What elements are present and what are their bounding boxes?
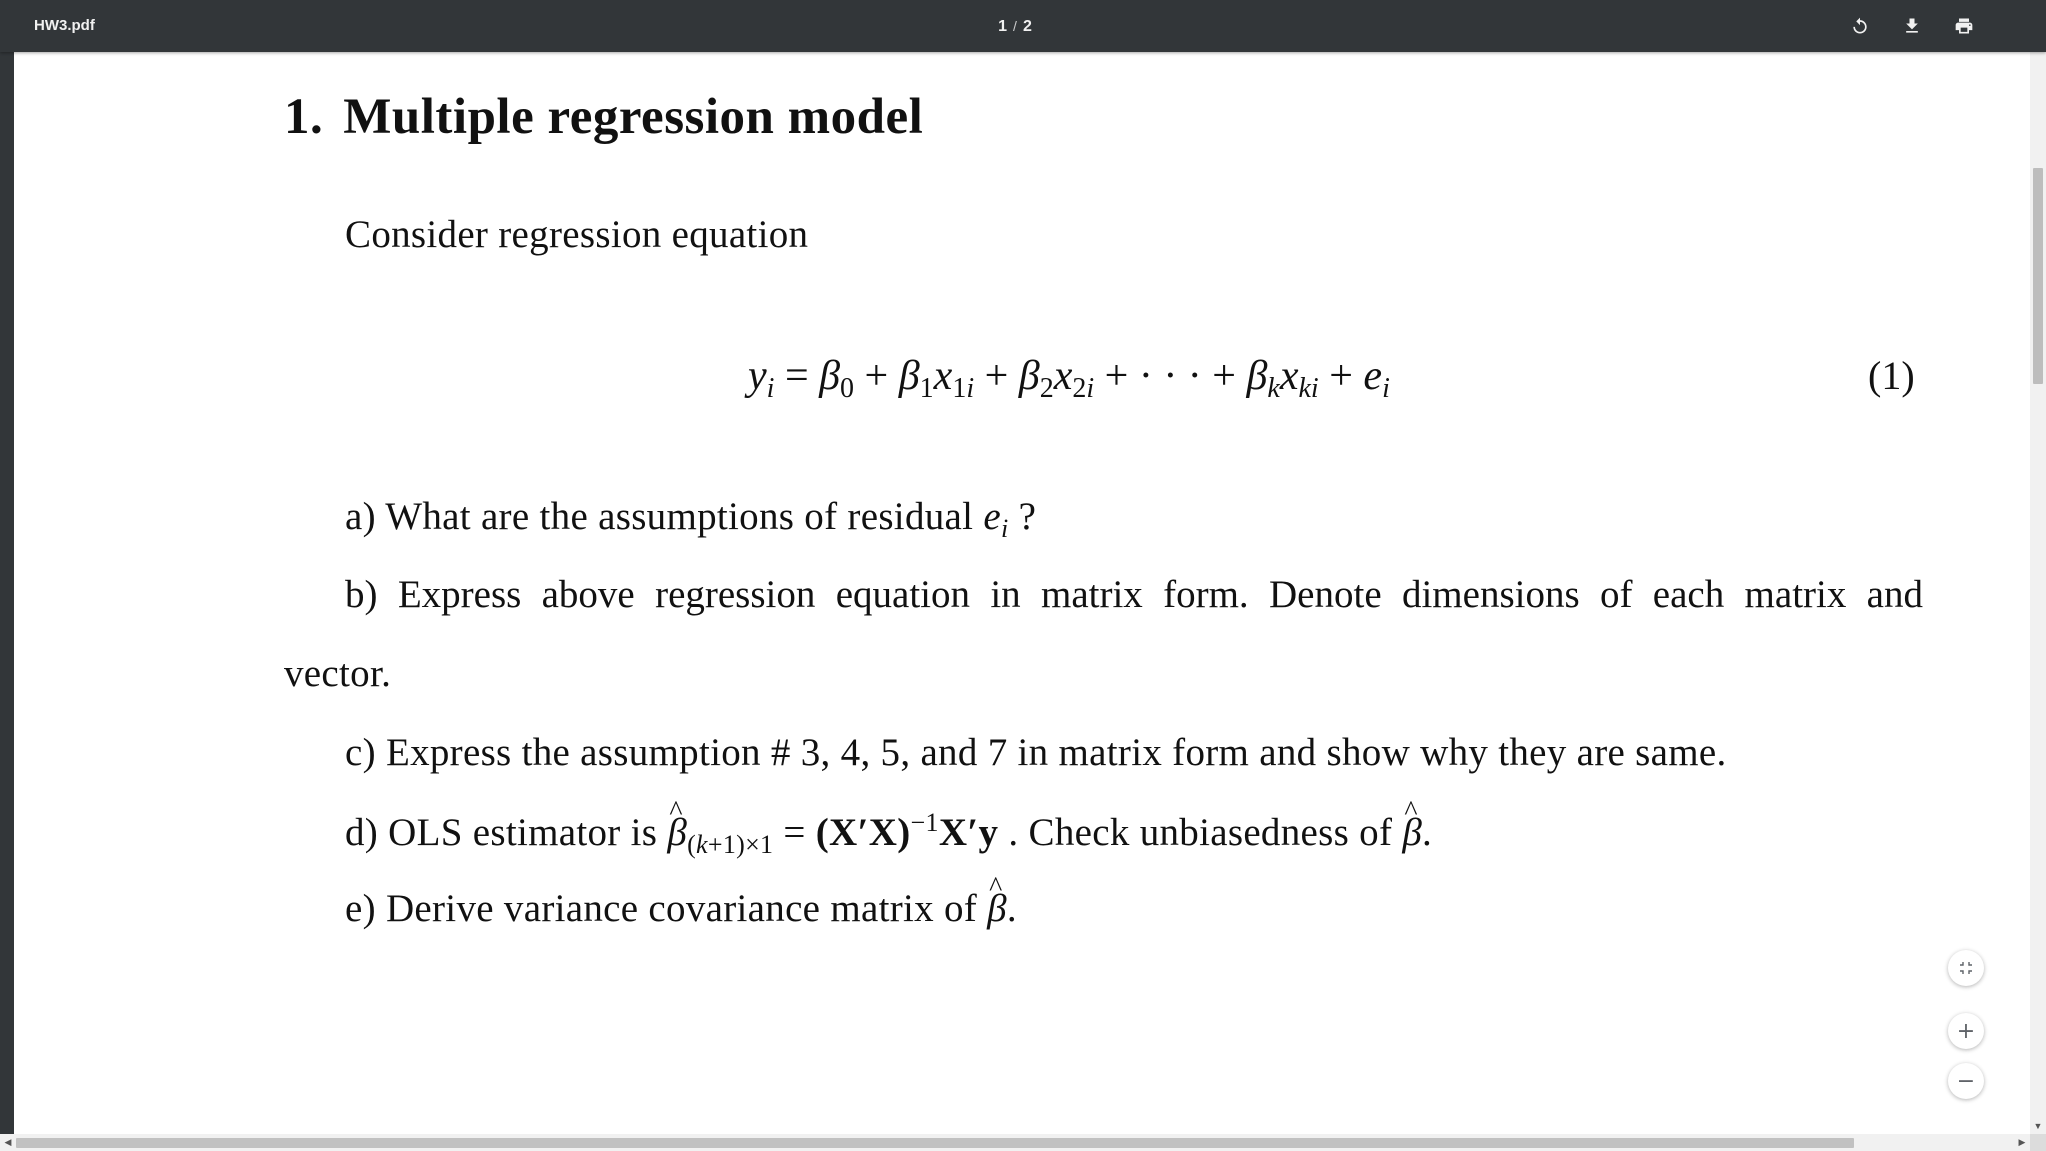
- fit-to-page-button[interactable]: [1948, 950, 1984, 986]
- question-a: a) What are the assumptions of residual $e_i$ ?: [345, 495, 1037, 543]
- section-number: 1.: [284, 89, 324, 145]
- question-d-mid: . Check unbiasedness of: [1008, 811, 1393, 854]
- scrollbar-corner: [2030, 1134, 2046, 1151]
- scroll-right-arrow-icon[interactable]: ▶: [2018, 1137, 2026, 1147]
- question-b-continuation: vector.: [284, 652, 392, 695]
- question-e-prefix: e) Derive variance covariance matrix of: [345, 887, 978, 930]
- print-button[interactable]: [1950, 12, 1978, 40]
- current-page[interactable]: 1: [998, 18, 1008, 35]
- page-indicator: [980, 0, 1050, 52]
- question-d-prefix: d) OLS estimator is: [345, 811, 658, 854]
- horizontal-scrollbar[interactable]: [0, 1134, 2030, 1151]
- question-e: e) Derive variance covariance matrix of ^ β.: [345, 886, 1017, 931]
- intro-text: Consider regression equation: [345, 213, 809, 256]
- rotate-button[interactable]: [1846, 12, 1874, 40]
- viewer-gutter: [0, 52, 14, 1134]
- print-icon: [1954, 16, 1974, 36]
- fit-to-page-icon: [1959, 961, 1973, 975]
- question-c: c) Express the assumption # 3, 4, 5, and 7 in matrix form and show why they are same.: [345, 731, 1727, 774]
- vertical-scrollbar[interactable]: [2030, 52, 2046, 1134]
- section-heading: [284, 88, 923, 146]
- download-icon: [1902, 16, 1922, 36]
- document-title: HW3.pdf: [34, 17, 95, 34]
- download-button[interactable]: [1898, 12, 1926, 40]
- scroll-left-arrow-icon[interactable]: ◀: [4, 1137, 12, 1147]
- pdf-toolbar: [0, 0, 2046, 52]
- horizontal-scroll-thumb[interactable]: [16, 1138, 1854, 1148]
- total-pages: 2: [1022, 18, 1032, 35]
- rotate-icon: [1850, 16, 1870, 36]
- question-a-tail: ?: [1008, 495, 1037, 538]
- question-d: d) OLS estimator is ^ $\beta_{(k+1)\times 1} = (X'X)^{-1}X'y$ . Check unbiasedness of ^ β.: [345, 808, 1432, 855]
- scroll-down-arrow-icon[interactable]: ▼: [2033, 1121, 2043, 1131]
- page-separator: /: [1013, 18, 1017, 34]
- vertical-scroll-thumb[interactable]: [2033, 168, 2043, 384]
- zoom-out-button[interactable]: −: [1948, 1063, 1984, 1099]
- zoom-in-button[interactable]: +: [1948, 1013, 1984, 1049]
- question-a-text: a) What are the assumptions of residual: [345, 495, 974, 538]
- section-title: Multiple regression model: [343, 89, 924, 145]
- equation-number: (1): [1868, 353, 1915, 398]
- pdf-page: [14, 52, 2030, 1134]
- regression-equation: $y_i = \beta_0 + \beta_1x_{1i} + \beta_2x_{2i}$ + · · · + $\beta_kx_{ki} + e_i$: [748, 353, 1390, 404]
- question-b: b) Express above regression equation in matrix form. Denote dimensions of each matrix and: [345, 573, 1923, 616]
